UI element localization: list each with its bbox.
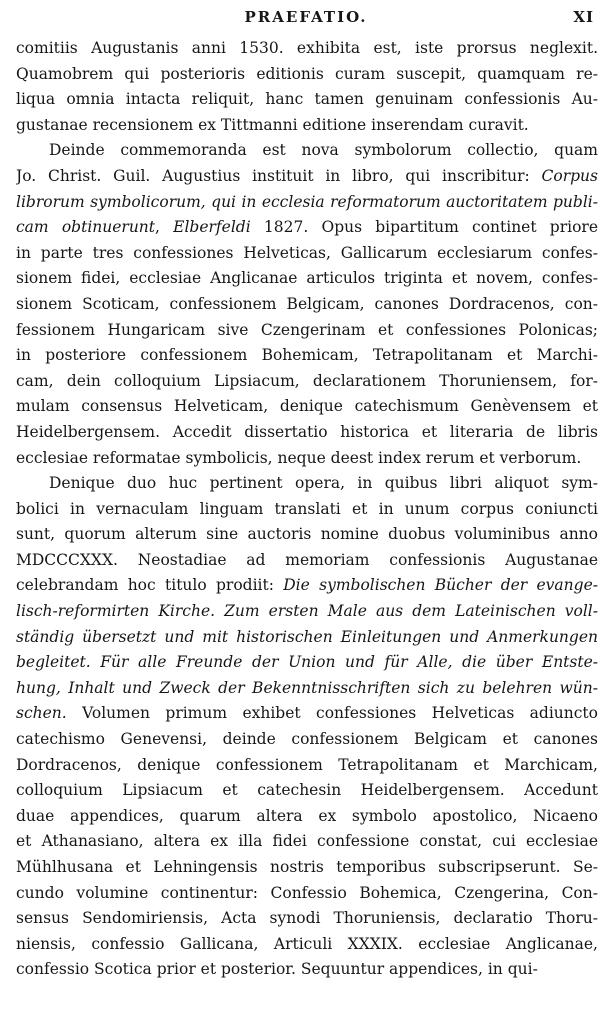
text-line bbox=[16, 804, 598, 830]
italic-text-segment: lisch-reformirten Kirche. Zum ersten Male aus dem Lateinischen voll- bbox=[16, 602, 598, 621]
text-segment: Denique duo huc pertinent opera, in quibus libri aliquot sym- bbox=[49, 474, 598, 493]
text-line bbox=[16, 266, 598, 292]
text-line bbox=[16, 522, 598, 548]
text-line bbox=[16, 446, 598, 472]
italic-text-segment: Die symbolischen Bücher der evange- bbox=[283, 576, 598, 595]
text-segment: liqua omnia intacta reliquit, hanc tamen genuinam confessionis Au- bbox=[16, 90, 598, 109]
text-segment: duae appendices, quarum altera ex symbolo apostolico, Nicaeno bbox=[16, 806, 598, 825]
text-line bbox=[16, 676, 598, 702]
text-line bbox=[16, 778, 598, 804]
text-segment: sionem fidei, ecclesiae Anglicanae articulos triginta et novem, confes- bbox=[16, 269, 598, 288]
text-line bbox=[16, 497, 598, 523]
text-segment: catechismo Genevensi, deinde confessionem Belgicam et canones bbox=[16, 730, 598, 749]
text-segment: in parte tres confessiones Helveticas, Gallicarum ecclesiarum confes- bbox=[16, 243, 598, 262]
text-segment: ecclesiae reformatae symbolicis, neque deest index rerum et verborum. bbox=[16, 448, 582, 467]
text-segment: comitiis Augustanis anni 1530. exhibita est, iste prorsus neglexit. bbox=[16, 39, 598, 57]
text-line bbox=[16, 369, 598, 395]
italic-text-segment: ständig übersetzt und mit historischen Einleitungen und Anmerkungen bbox=[16, 627, 598, 646]
text-segment: Volumen primum exhibet confessiones Helveticas adiuncto bbox=[66, 704, 598, 723]
text-line bbox=[16, 138, 598, 164]
text-line bbox=[16, 343, 598, 369]
page-header bbox=[0, 8, 612, 30]
text-segment: Heidelbergensem. Accedit dissertatio historica et literaria de libris bbox=[16, 422, 598, 441]
text-segment: cundo volumine continentur: Confessio Bohemica, Czengerina, Con- bbox=[16, 883, 598, 902]
text-segment: Dordracenos, denique confessionem Tetrapolitanam et Marchicam, bbox=[16, 755, 598, 774]
text-line bbox=[16, 241, 598, 267]
text-segment: bolici in vernaculam linguam translati et in unum corpus coniuncti bbox=[16, 499, 598, 518]
text-segment: Mühlhusana et Lehningensis nostris temporibus subscripserunt. Se- bbox=[16, 858, 598, 876]
italic-text-segment: Corpus bbox=[541, 166, 598, 185]
text-segment: Jo. Christ. Guil. Augustius instituit in libro, qui inscribitur: bbox=[16, 166, 542, 185]
italic-text-segment: hung, Inhalt und Zweck der Bekenntnisschriften sich zu belehren wün- bbox=[16, 678, 598, 697]
italic-text-segment: librorum symbolicorum, qui in ecclesia reformatorum auctoritatem publi- bbox=[16, 192, 598, 211]
text-line bbox=[16, 420, 598, 446]
text-line bbox=[16, 548, 598, 574]
text-line bbox=[16, 727, 598, 753]
italic-text-segment: Elberfeldi bbox=[173, 218, 251, 237]
text-line bbox=[16, 881, 598, 907]
text-segment: confessio Scotica prior et posterior. Sequuntur appendices, in qui- bbox=[16, 960, 538, 979]
text-segment: MDCCCXXX. Neostadiae ad memoriam confessionis Augustanae bbox=[16, 550, 598, 569]
text-line bbox=[16, 906, 598, 932]
text-line bbox=[16, 62, 598, 88]
text-segment: sensus Sendomiriensis, Acta synodi Thoruniensis, declaratio Thoru- bbox=[16, 909, 598, 928]
text-line bbox=[16, 855, 598, 881]
text-segment: in posteriore confessionem Bohemicam, Tetrapolitanam et Marchi- bbox=[16, 346, 598, 365]
text-line bbox=[16, 87, 598, 113]
text-line bbox=[16, 573, 598, 599]
text-segment: gustanae recensionem ex Tittmanni editione inserendam curavit. bbox=[16, 115, 529, 134]
italic-text-segment: cam obtinuerunt bbox=[16, 218, 156, 237]
text-line bbox=[16, 753, 598, 779]
text-line bbox=[16, 957, 598, 983]
text-line bbox=[16, 318, 598, 344]
text-line bbox=[16, 650, 598, 676]
text-line bbox=[16, 113, 598, 139]
text-segment: sionem Scoticam, confessionem Belgicam, canones Dordracenos, con- bbox=[16, 294, 598, 313]
text-line bbox=[16, 625, 598, 651]
text-line bbox=[16, 164, 598, 190]
text-segment: 1827. Opus bipartitum continet priore bbox=[250, 218, 598, 237]
text-line bbox=[16, 36, 598, 62]
running-title: PRAEFATIO. bbox=[244, 8, 368, 26]
text-segment: celebrandam hoc titulo prodiit: bbox=[16, 576, 284, 595]
text-segment: mulam consensus Helveticam, denique catechismum Genèvensem et bbox=[16, 397, 598, 416]
text-segment: fessionem Hungaricam sive Czengerinam et confessiones Polonicas; bbox=[16, 320, 598, 339]
italic-text-segment: schen. bbox=[16, 704, 67, 723]
text-line bbox=[16, 599, 598, 625]
text-segment: niensis, confessio Gallicana, Articuli XXXIX. ecclesiae Anglicanae, bbox=[16, 934, 598, 953]
italic-text-segment: begleitet. Für alle Freunde der Union und für Alle, die über Entste- bbox=[16, 653, 598, 672]
text-segment: sunt, quorum alterum sine auctoris nomine duobus voluminibus anno bbox=[16, 525, 598, 544]
text-line bbox=[16, 394, 598, 420]
text-segment: , bbox=[155, 218, 174, 237]
text-line bbox=[16, 292, 598, 318]
text-line bbox=[16, 932, 598, 958]
text-line bbox=[16, 471, 598, 497]
text-segment: et Athanasiano, altera ex illa fidei confessione constat, cui ecclesiae bbox=[16, 832, 598, 851]
page-number: XI bbox=[573, 8, 594, 26]
text-segment: Quamobrem qui posterioris editionis curam suscepit, quamquam re- bbox=[16, 64, 598, 83]
body-text bbox=[16, 36, 598, 983]
text-line bbox=[16, 701, 598, 727]
text-segment: colloquium Lipsiacum et catechesin Heidelbergensem. Accedunt bbox=[16, 781, 598, 800]
text-line bbox=[16, 190, 598, 216]
text-line bbox=[16, 829, 598, 855]
text-line bbox=[16, 215, 598, 241]
text-segment: Deinde commemoranda est nova symbolorum collectio, quam bbox=[49, 141, 598, 160]
text-segment: cam, dein colloquium Lipsiacum, declarationem Thoruniensem, for- bbox=[16, 371, 598, 390]
